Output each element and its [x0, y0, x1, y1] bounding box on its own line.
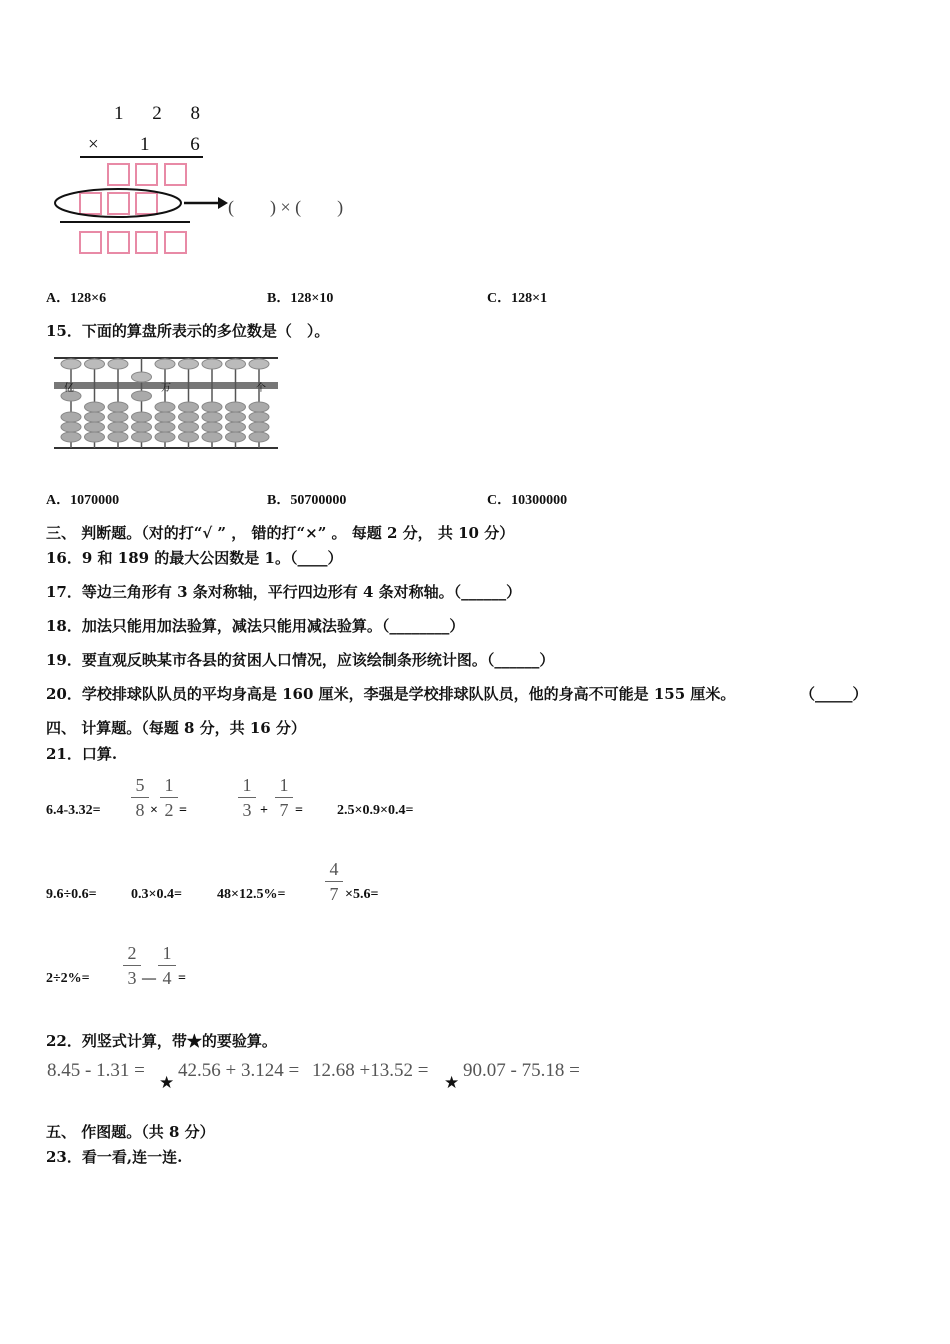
- abacus-lower-bead: [132, 412, 152, 422]
- plus-sign: +: [260, 803, 268, 818]
- times-sign: ×: [88, 134, 99, 155]
- abacus-lower-bead: [202, 432, 222, 442]
- q20-text: 20．学校排球队队员的平均身高是 160 厘米，李强是学校排球队队员，他的身高不可能是 155 厘米。: [46, 685, 736, 703]
- abacus-lower-bead: [226, 402, 246, 412]
- section-5-title: 五、 作图题。（共 8 分）: [46, 1123, 215, 1141]
- abacus-lower-bead: [85, 402, 105, 412]
- vertical-calc-4: 90.07 - 75.18 =: [463, 1060, 580, 1081]
- abacus-upper-bead: [155, 359, 175, 369]
- calc-2-5-times: 2.5×0.9×0.4=: [337, 803, 414, 818]
- q15-option-c[interactable]: C．10300000: [487, 493, 568, 508]
- abacus-lower-bead: [155, 402, 175, 412]
- multiplicand: 1 2 8: [114, 103, 212, 124]
- q23-title: 23．看一看,连一连.: [46, 1148, 183, 1166]
- vertical-calc-1: 8.45 - 1.31 =: [47, 1060, 145, 1081]
- times-sign: ×: [150, 803, 158, 818]
- section-4-title: 四、 计算题。（每题 8 分，共 16 分）: [46, 719, 306, 737]
- vertical-calc-2: 42.56 + 3.124 =: [178, 1060, 300, 1081]
- abacus-lower-bead: [155, 432, 175, 442]
- q18-text: 18．加法只能用加法验算，减法只能用减法验算。（________）: [46, 617, 465, 635]
- abacus-lower-bead: [132, 391, 152, 401]
- abacus-upper-bead: [179, 359, 199, 369]
- abacus-lower-bead: [132, 432, 152, 442]
- abacus-upper-bead: [202, 359, 222, 369]
- q22-title: 22．列竖式计算，带★的要验算。: [46, 1032, 277, 1050]
- abacus-lower-bead: [61, 412, 81, 422]
- calc-times-5-6: ×5.6=: [345, 887, 379, 902]
- abacus-upper-bead: [108, 359, 128, 369]
- abacus-lower-bead: [108, 412, 128, 422]
- abacus-lower-bead: [61, 422, 81, 432]
- fraction-1-2: 1 2: [160, 775, 178, 820]
- abacus-lower-bead: [249, 412, 269, 422]
- abacus-drawing: [52, 355, 280, 451]
- abacus-lower-bead: [249, 432, 269, 442]
- abacus-lower-bead: [132, 422, 152, 432]
- abacus-lower-bead: [202, 422, 222, 432]
- abacus-lower-bead: [61, 432, 81, 442]
- abacus-lower-bead: [108, 432, 128, 442]
- abacus-upper-bead: [85, 359, 105, 369]
- q21-title: 21．口算.: [46, 745, 118, 763]
- equals-sign: =: [295, 803, 303, 818]
- star-icon: ★: [444, 1073, 460, 1093]
- abacus-lower-bead: [202, 412, 222, 422]
- q14-option-b[interactable]: B．128×10: [267, 291, 334, 306]
- q14-option-c[interactable]: C．128×1: [487, 291, 548, 306]
- q15-option-a[interactable]: A．1070000: [46, 493, 120, 508]
- q20-blank[interactable]: （_____）: [800, 685, 868, 703]
- minus-sign: —: [142, 971, 156, 986]
- fraction-1-3: 1 3: [238, 775, 256, 820]
- fraction-4-7: 4 7: [325, 859, 343, 904]
- q19-text: 19．要直观反映某市各县的贫困人口情况，应该绘制条形统计图。（______）: [46, 651, 555, 669]
- calc-6-4-minus: 6.4-3.32=: [46, 803, 101, 818]
- product-parts: ( ) × ( ): [228, 197, 344, 217]
- abacus-lower-bead: [249, 402, 269, 412]
- abacus-lower-bead: [179, 412, 199, 422]
- fraction-1-4: 1 4: [158, 943, 176, 988]
- abacus-lower-bead: [108, 422, 128, 432]
- calc-9-6-div: 9.6÷0.6=: [46, 887, 97, 902]
- abacus-upper-bead: [249, 359, 269, 369]
- abacus-lower-bead: [179, 402, 199, 412]
- multiplier: 1 6: [140, 134, 218, 155]
- abacus-lower-bead: [108, 402, 128, 412]
- abacus-upper-bead: [132, 372, 152, 382]
- multiplication-boxes: [50, 150, 250, 260]
- abacus-lower-bead: [85, 422, 105, 432]
- abacus-upper-bead: [226, 359, 246, 369]
- calc-2-div-2pct: 2÷2%=: [46, 971, 90, 986]
- q17-text: 17．等边三角形有 3 条对称轴，平行四边形有 4 条对称轴。（______）: [46, 583, 522, 601]
- abacus-lower-bead: [226, 432, 246, 442]
- calc-48-times: 48×12.5%=: [217, 887, 286, 902]
- abacus-label-yi: 亿: [64, 383, 74, 394]
- abacus-lower-bead: [85, 412, 105, 422]
- q15-option-b[interactable]: B．50700000: [267, 493, 347, 508]
- abacus-lower-bead: [179, 422, 199, 432]
- q16-text: 16．9 和 189 的最大公因数是 1。（____）: [46, 549, 343, 567]
- equals-sign: =: [179, 803, 187, 818]
- abacus-upper-bead: [61, 359, 81, 369]
- abacus-label-wan: 万: [161, 383, 171, 394]
- abacus-lower-bead: [226, 412, 246, 422]
- q14-option-a[interactable]: A．128×6: [46, 291, 107, 306]
- equals-sign: =: [178, 971, 186, 986]
- abacus-lower-bead: [202, 402, 222, 412]
- star-icon: ★: [159, 1073, 175, 1093]
- calc-0-3-times: 0.3×0.4=: [131, 887, 182, 902]
- abacus: [52, 355, 280, 451]
- abacus-lower-bead: [249, 422, 269, 432]
- q15-text: 15．下面的算盘所表示的多位数是（ ）。: [46, 322, 330, 340]
- vertical-calc-3: 12.68 +13.52 =: [312, 1060, 429, 1081]
- abacus-label-ge: 个: [256, 383, 266, 394]
- abacus-lower-bead: [155, 412, 175, 422]
- abacus-lower-bead: [85, 432, 105, 442]
- abacus-lower-bead: [155, 422, 175, 432]
- abacus-lower-bead: [179, 432, 199, 442]
- fraction-1-7: 1 7: [275, 775, 293, 820]
- fraction-2-3: 2 3: [123, 943, 141, 988]
- fraction-5-8: 5 8: [131, 775, 149, 820]
- section-3-title: 三、 判断题。（对的打“√ ” ， 错的打“×” 。 每题 2 分， 共 10 分）: [46, 524, 515, 542]
- abacus-lower-bead: [226, 422, 246, 432]
